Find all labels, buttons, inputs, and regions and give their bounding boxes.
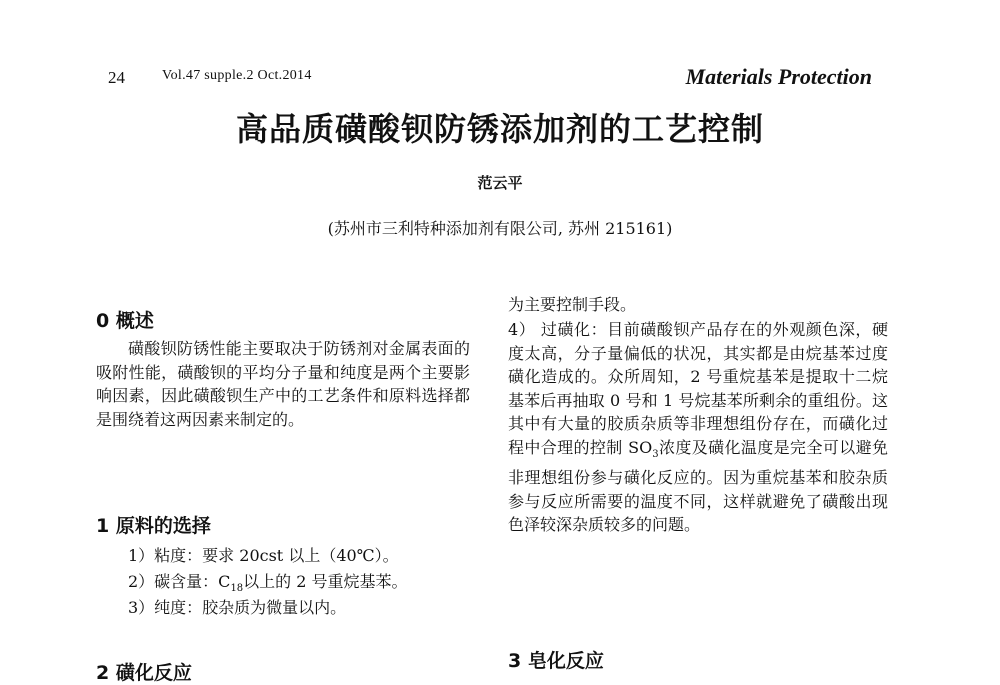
item-2-text-b: 以上的 2 号重烷基苯。	[243, 572, 408, 591]
item-2-text-a: 2）碳含量：C	[128, 572, 231, 591]
section-0-heading: 0 概述	[96, 310, 154, 332]
section-0-paragraph: 磺酸钡防锈性能主要取决于防锈剂对金属表面的吸附性能，磺酸钡的平均分子量和纯度是两个主要影响因素，因此磺酸钡生产中的工艺条件和原料选择都是围绕着这两因素来制定的。	[96, 339, 470, 429]
item-4-paragraph	[508, 318, 888, 537]
article-author: 范云平	[477, 174, 523, 192]
journal-name: Materials Protection	[685, 64, 872, 89]
volume-info: Vol.47 supple.2 Oct.2014	[162, 68, 312, 83]
page-number: 24	[108, 68, 125, 87]
article-affiliation: (苏州市三利特种添加剂有限公司, 苏州 215161)	[327, 219, 673, 238]
article-title: 高品质磺酸钡防锈添加剂的工艺控制	[235, 110, 764, 148]
so3-subscript: 3	[652, 448, 659, 460]
item-4-text-b: 浓度及磺化温度是完全可以避免非理想组份参与磺化反应的。因为重烷基苯和胶杂质参与反应所需要的温度不同，这样就避免了磺酸出现色泽较深杂质较多的问题。	[508, 437, 888, 535]
item-4-text-a: 4） 过磺化：目前磺酸钡产品存在的外观颜色深，硬度太高，分子量偏低的状况，其实都是由烷基苯过度磺化造成的。众所周知，2 号重烷基苯是提取十二烷基苯后再抽取 0 号和 1 号烷基苯所剩余的重组份。这其中有大量的胶质杂质等非理想组份存在，而磺化过程中合理的控制 SO	[508, 320, 888, 457]
section-2-heading: 2 磺化反应	[96, 662, 192, 684]
item-2-subscript: 18	[230, 583, 244, 595]
continuation-line: 为主要控制手段。	[508, 295, 637, 314]
section-1-item-2	[128, 569, 408, 594]
section-3-heading: 3 皂化反应	[508, 650, 604, 672]
section-1-item-1: 1）粘度：要求 20cst 以上（40℃）。	[128, 546, 399, 565]
section-1-item-3: 3）纯度：胶杂质为微量以内。	[128, 598, 347, 617]
section-1-heading: 1 原料的选择	[96, 515, 211, 537]
